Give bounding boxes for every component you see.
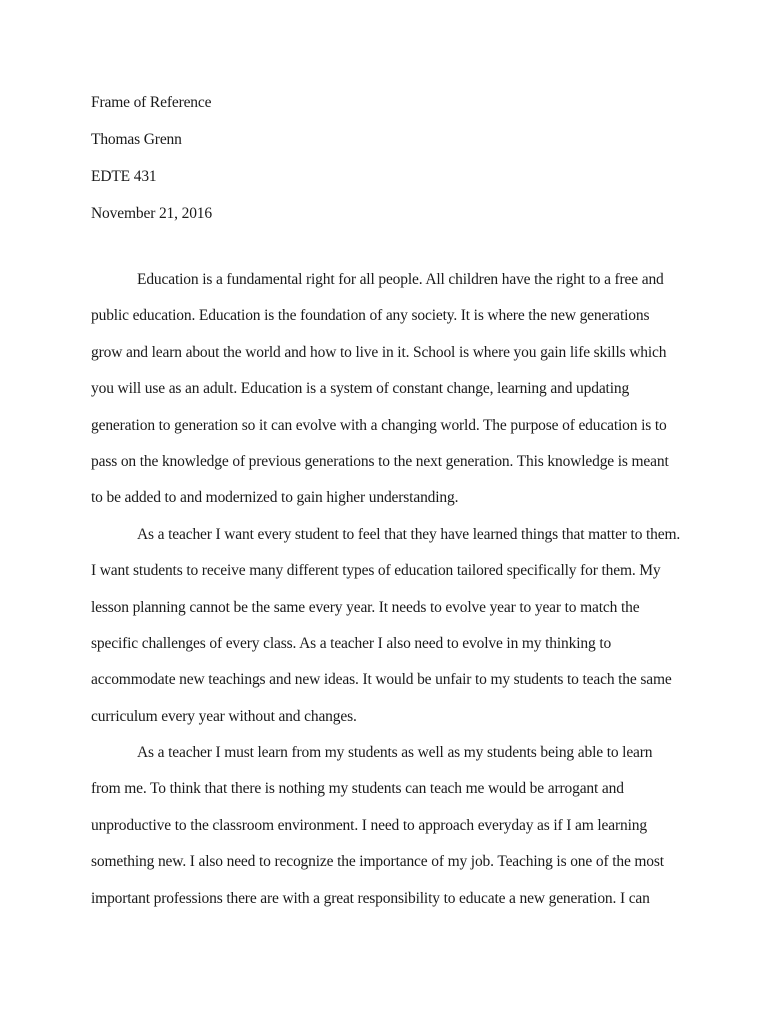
paragraph-3 [91,743,671,925]
text-line: unproductive to the classroom environment. I need to approach everyday as if I am learning [91,816,647,834]
paragraph-1 [91,270,671,525]
paragraph-2 [91,525,681,743]
essay-body [91,270,681,925]
text-line: lesson planning cannot be the same every year. It needs to evolve year to year to match the [91,598,640,616]
text-line: curriculum every year without and changes. [91,707,357,725]
text-line: accommodate new teachings and new ideas. It would be unfair to my students to teach the same [91,671,672,689]
text-line: specific challenges of every class. As a teacher I also need to evolve in my thinking to [91,634,612,652]
text-line: important professions there are with a great responsibility to educate a new generation. I can [91,889,650,907]
text-line: Education is a fundamental right for all people. All children have the right to a free and [137,271,664,288]
document-date: November 21, 2016 [91,205,212,222]
text-line: to be added to and modernized to gain higher understanding. [91,489,459,507]
course-code: EDTE 431 [91,168,157,185]
text-line: public education. Education is the foundation of any society. It is where the new generations [91,307,650,325]
author-name: Thomas Grenn [91,131,182,148]
document-title: Frame of Reference [91,94,212,111]
text-line: I want students to receive many different types of education tailored specifically for them. My [91,562,661,580]
text-line: grow and learn about the world and how to live in it. School is where you gain life skills which [91,343,667,361]
text-line: pass on the knowledge of previous generations to the next generation. This knowledge is meant [91,452,669,470]
text-line: As a teacher I must learn from my students as well as my students being able to learn [137,744,653,762]
text-line: generation to generation so it can evolve with a changing world. The purpose of education is to [91,416,667,434]
text-line: from me. To think that there is nothing my students can teach me would be arrogant and [91,780,624,798]
text-line: As a teacher I want every student to feel that they have learned things that matter to them. [137,525,681,543]
text-line: something new. I also need to recognize the importance of my job. Teaching is one of the most [91,853,664,871]
text-line: you will use as an adult. Education is a system of constant change, learning and updating [91,380,630,398]
